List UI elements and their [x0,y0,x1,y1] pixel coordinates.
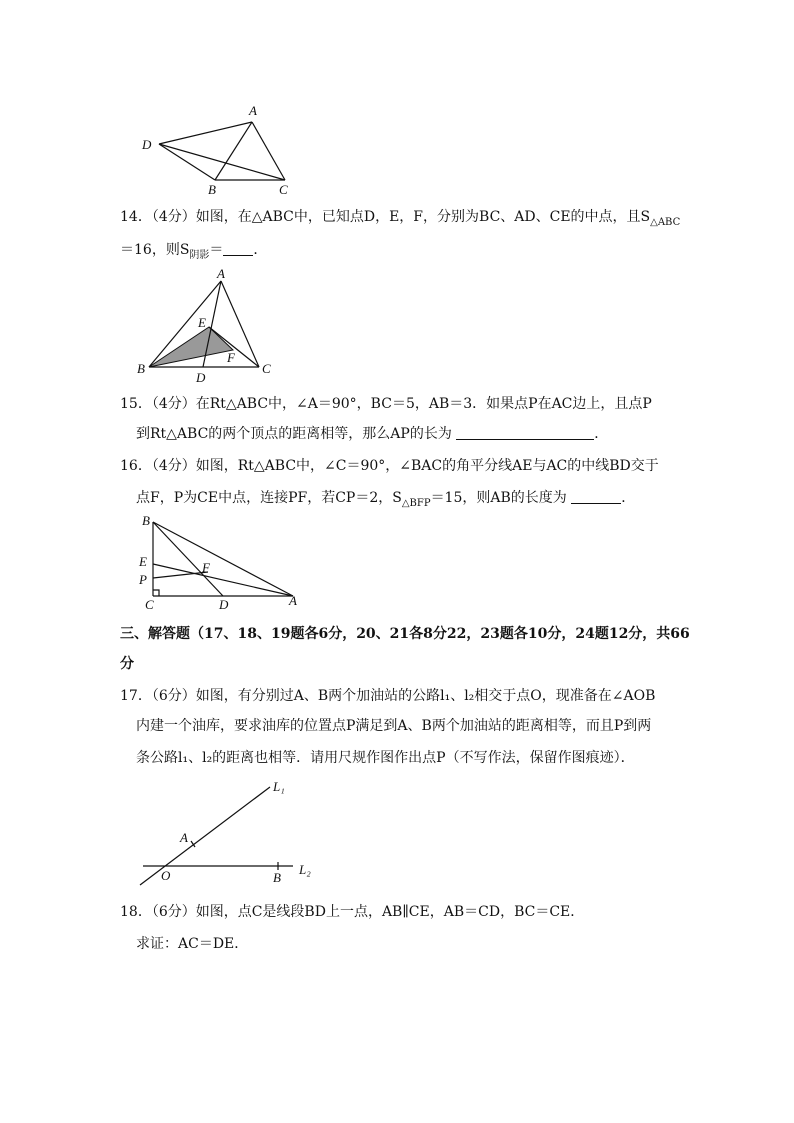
q14-text-2c: ． [253,242,268,258]
q15-text-2-end: ． [594,426,609,442]
label-b: B [208,182,216,197]
question-16-line-1 [120,456,659,476]
question-17-line-2 [136,716,651,736]
label-e: E [198,315,206,330]
label-d: D [219,597,229,612]
label-a: A [217,266,225,281]
question-18-line-2 [136,934,248,954]
label-b: B [273,870,281,885]
section-3-text-2: 分 [120,656,134,672]
label-c: C [262,361,271,376]
label-b: B [142,513,150,528]
answer-blank-14[interactable] [223,241,253,256]
label-d: D [142,137,152,152]
question-14-line-1 [120,207,680,233]
q18-text-2: 求证：AC＝DE． [136,936,249,952]
q17-text-2: 内建一个油库，要求油库的位置点P满足到A、B两个加油站的距离相等，而且P到两 [136,718,652,734]
label-a: A [180,830,188,845]
figure-triangle-shaded [135,265,280,385]
q15-text-2: 到Rt△ABC的两个顶点的距离相等，那么AP的长为 [136,426,452,442]
label-f: F [202,560,210,575]
answer-blank-16[interactable] [571,489,621,504]
q16-text-2-end: ． [621,490,636,506]
question-17-line-1 [120,686,655,706]
q14-sub-2: 阴影 [189,249,210,261]
label-c: C [279,182,288,197]
figure-right-triangle [135,512,310,612]
q18-text-1: 18．（6分）如图，点C是线段BD上一点，AB∥CE，AB＝CD，BC＝CE． [120,904,585,920]
label-c: C [145,597,154,612]
question-15-line-1 [120,394,652,414]
label-l2: L₂ [299,862,311,877]
label-a: A [249,103,257,118]
section-3-heading-line-1 [120,624,690,644]
question-16-line-2 [136,488,635,514]
question-18-line-1 [120,902,584,922]
figure-two-roads [135,775,320,890]
q16-text-2a: 点F，P为CE中点，连接PF，若CP＝2，S [136,490,402,506]
q16-text-1: 16．（4分）如图，Rt△ABC中，∠C＝90°，∠BAC的角平分线AE与AC的中线BD交于 [120,458,659,474]
label-l1: L₁ [273,779,285,794]
label-f: F [227,350,235,365]
q16-sub: △BFP [401,497,431,509]
question-14-line-2 [120,240,267,266]
answer-blank-15[interactable] [456,425,594,440]
question-15-line-2 [136,424,608,444]
label-p: P [139,572,147,587]
label-e: E [139,554,147,569]
label-b: B [137,361,145,376]
q17-text-1: 17．（6分）如图，有分别过A、B两个加油站的公路l₁、l₂相交于点O，现准备在∠AOB [120,688,656,704]
label-o: O [161,868,171,883]
q14-text-1: 14．（4分）如图，在△ABC中，已知点D，E，F，分别为BC、AD、CE的中点，且S [120,209,651,225]
figure-quadrilateral-abcd [135,100,305,200]
q15-text-1: 15．（4分）在Rt△ABC中，∠A＝90°，BC＝5，AB＝3．如果点P在AC边上，且点P [120,396,652,412]
q14-text-2b: ＝ [209,242,224,258]
label-a: A [289,593,297,608]
question-17-line-3 [136,748,635,768]
section-3-text-1: 三、解答题（17、18、19题各6分，20、21各8分22，23题各10分，24题12分，共66 [120,626,690,642]
q14-text-2a: ＝16，则S [120,242,190,258]
q14-sub-1: △ABC [650,216,681,228]
q17-text-3: 条公路l₁、l₂的距离也相等．请用尺规作图作出点P（不写作法，保留作图痕迹）． [136,750,635,766]
q16-text-2b: ＝15，则AB的长度为 [430,490,567,506]
section-3-heading-line-2 [120,654,134,674]
label-d: D [196,370,206,385]
